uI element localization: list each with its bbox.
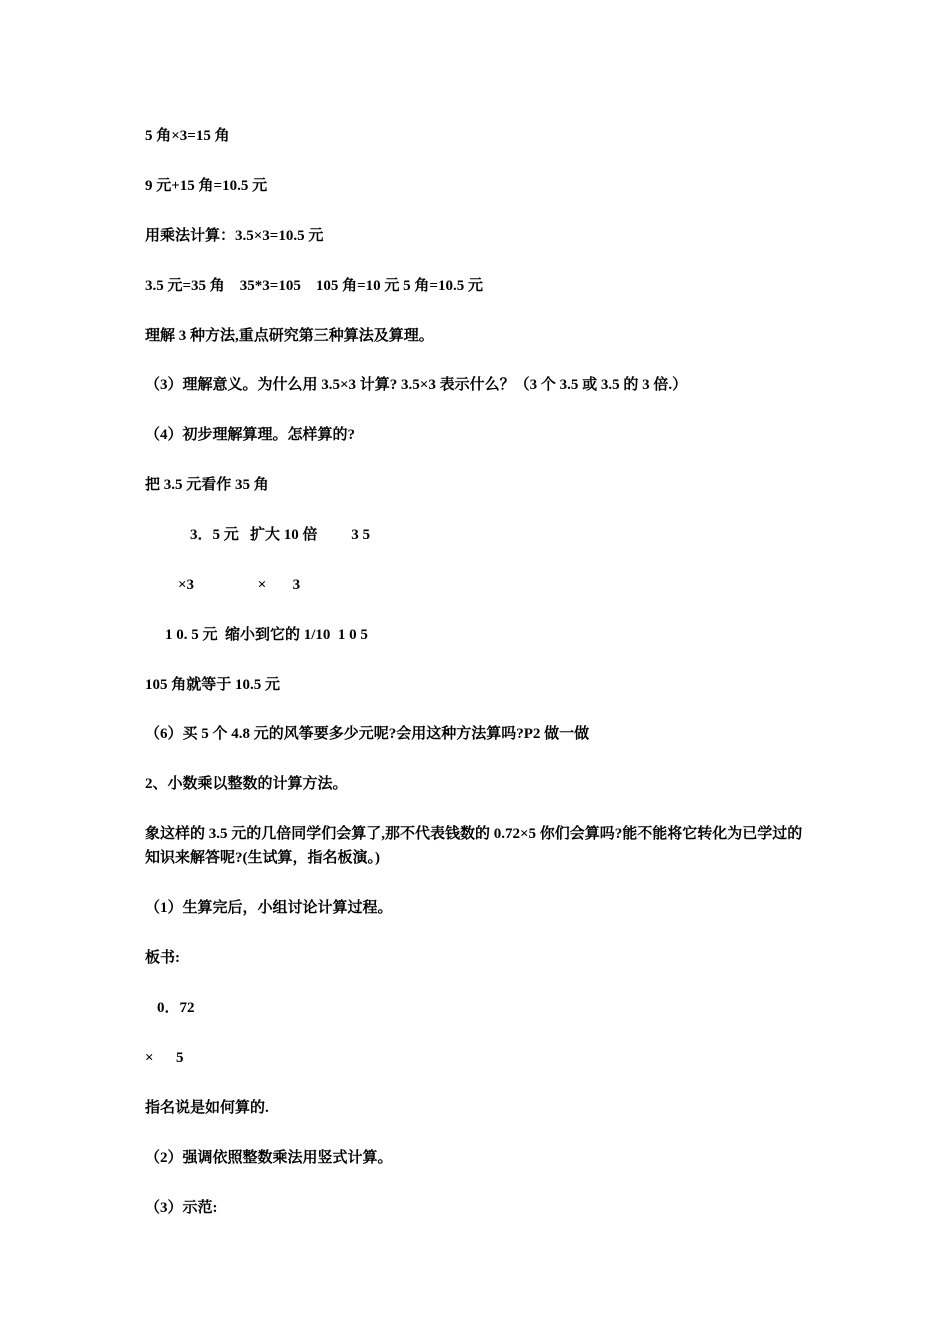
vertical-calc-line-3: 1 0. 5 元 缩小到它的 1/10 1 0 5 (165, 627, 368, 643)
text-line-1: 5 角×3=15 角 (145, 128, 230, 144)
text-line-21: （2）强调依照整数乘法用竖式计算。 (145, 1150, 393, 1166)
text-line-13: （6）买 5 个 4.8 元的风筝要多少元呢?会用这种方法算吗?P2 做一做 (145, 726, 590, 742)
section-heading: 2、小数乘以整数的计算方法。 (145, 776, 348, 792)
vertical-calc-line-2: ×3 × 3 (178, 577, 301, 593)
text-line-17: 板书: (145, 950, 180, 966)
text-line-4: 3.5 元=35 角 35*3=105 105 角=10 元 5 角=10.5 元 (145, 278, 483, 294)
text-line-12: 105 角就等于 10.5 元 (145, 677, 281, 693)
text-line-7: （4）初步理解算理。怎样算的? (145, 427, 356, 443)
text-line-6: （3）理解意义。为什么用 3.5×3 计算? 3.5×3 表示什么？（3 个 3.5 或 3.5 的 3 倍.） (145, 377, 688, 393)
text-line-3: 用乘法计算：3.5×3=10.5 元 (145, 228, 324, 244)
text-line-16: （1）生算完后，小组讨论计算过程。 (145, 900, 393, 916)
vertical-calc-line-1: 3．5 元 扩大 10 倍 3 5 (190, 527, 371, 543)
text-line-5: 理解 3 种方法,重点研究第三种算法及算理。 (145, 328, 434, 344)
text-line-20: 指名说是如何算的. (145, 1100, 269, 1116)
text-line-22: （3）示范: (145, 1200, 218, 1216)
board-calc-line-1: 0．72 (157, 1000, 195, 1016)
board-calc-line-2: × 5 (145, 1050, 184, 1066)
text-line-8: 把 3.5 元看作 35 角 (145, 477, 269, 493)
text-paragraph: 象这样的 3.5 元的几倍同学们会算了,那不代表钱数的 0.72×5 你们会算吗?能不能将它转化为已学过的知识来解答呢?(生试算，指名板演。) (145, 826, 803, 866)
text-line-2: 9 元+15 角=10.5 元 (145, 178, 268, 194)
